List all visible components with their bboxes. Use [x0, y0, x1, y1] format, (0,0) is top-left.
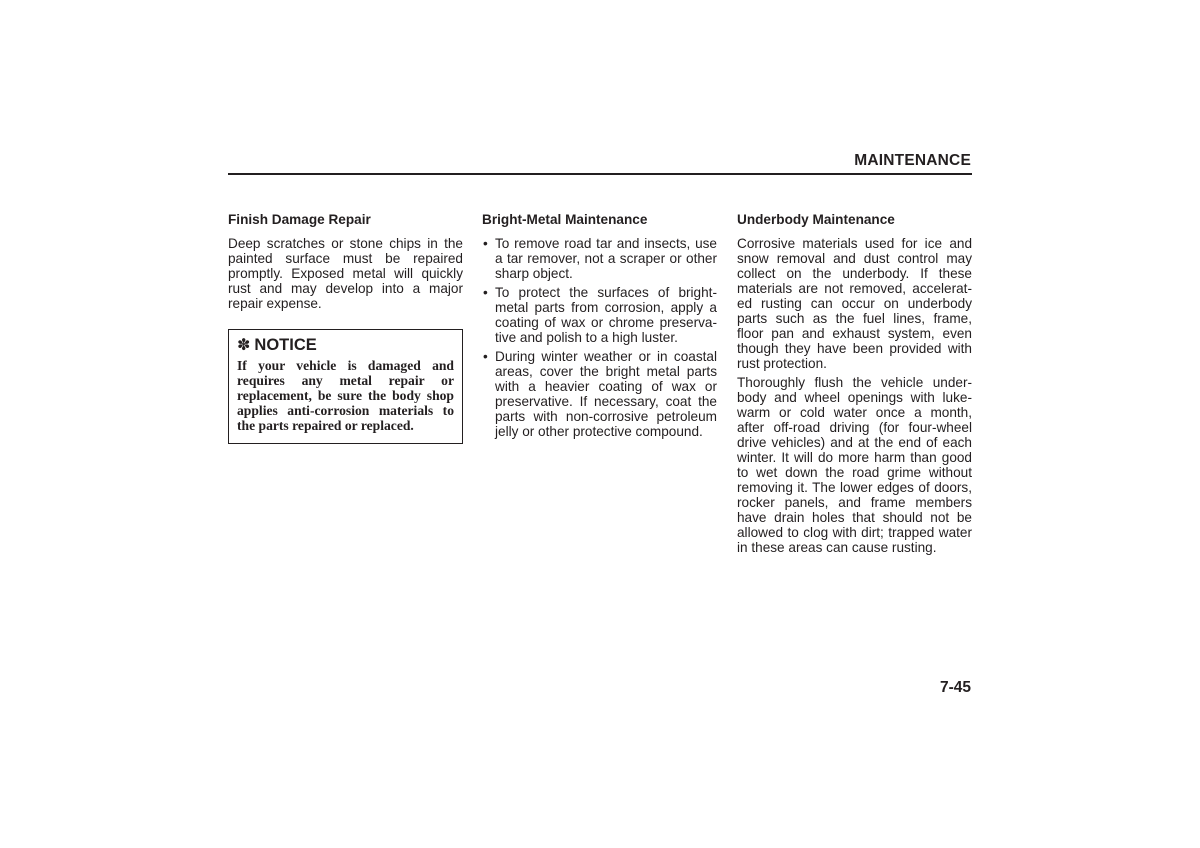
- column-underbody: [737, 211, 972, 559]
- bright-metal-list: [482, 236, 717, 439]
- finish-damage-heading: Finish Damage Repair: [228, 212, 371, 227]
- asterisk-icon: ✽: [237, 337, 251, 354]
- list-item: • To protect the surfaces of bright-metal parts from corrosion, apply a coating of wax or chrome preserva-tive and polish to a high luster.: [482, 285, 717, 345]
- page-number: 7-45: [939, 679, 971, 696]
- column-finish-damage: [228, 211, 463, 444]
- underbody-paragraph: Thoroughly flush the vehicle under-body and wheel openings with luke-warm or cold water once a month, after off-road driving (for four-wheel drive vehicles) and at the end of each winter. It will do more harm than good to wet down the road grime without removing it. The lower edges of doors, rocker panels, and frame members have drain holes that should not be allowed to clog with dirt; trapped water in these areas can cause rusting.: [737, 375, 972, 555]
- notice-box: [228, 329, 463, 444]
- finish-damage-body: Deep scratches or stone chips in the painted surface must be repaired promptly. Exposed metal will quickly rust and may develop into a major repair expense.: [228, 236, 463, 311]
- header-rule: [228, 173, 972, 175]
- notice-title-row: [237, 335, 454, 356]
- notice-text: If your vehicle is damaged and requires any metal repair or replacement, be sure the body shop applies anti-corrosion materials to the parts repaired or replaced.: [237, 358, 454, 433]
- bright-metal-heading: Bright-Metal Maintenance: [482, 212, 648, 227]
- column-bright-metal: [482, 211, 717, 443]
- list-item: • During winter weather or in coastal areas, cover the bright metal parts with a heavier coating of wax or preservative. If necessary, coat the parts with non-corrosive petroleum jelly or other protective compound.: [482, 349, 717, 439]
- underbody-heading: Underbody Maintenance: [737, 212, 895, 227]
- notice-title: NOTICE: [254, 336, 317, 354]
- section-title: MAINTENANCE: [854, 152, 971, 169]
- underbody-paragraph: Corrosive materials used for ice and snow removal and dust control may collect on the underbody. If these materials are not removed, accelerat-ed rusting can occur on underbody parts such as the fuel lines, frame, floor pan and exhaust system, even though they have been provided with rust protection.: [737, 236, 972, 371]
- list-item: • To remove road tar and insects, use a tar remover, not a scraper or other sharp object.: [482, 236, 717, 281]
